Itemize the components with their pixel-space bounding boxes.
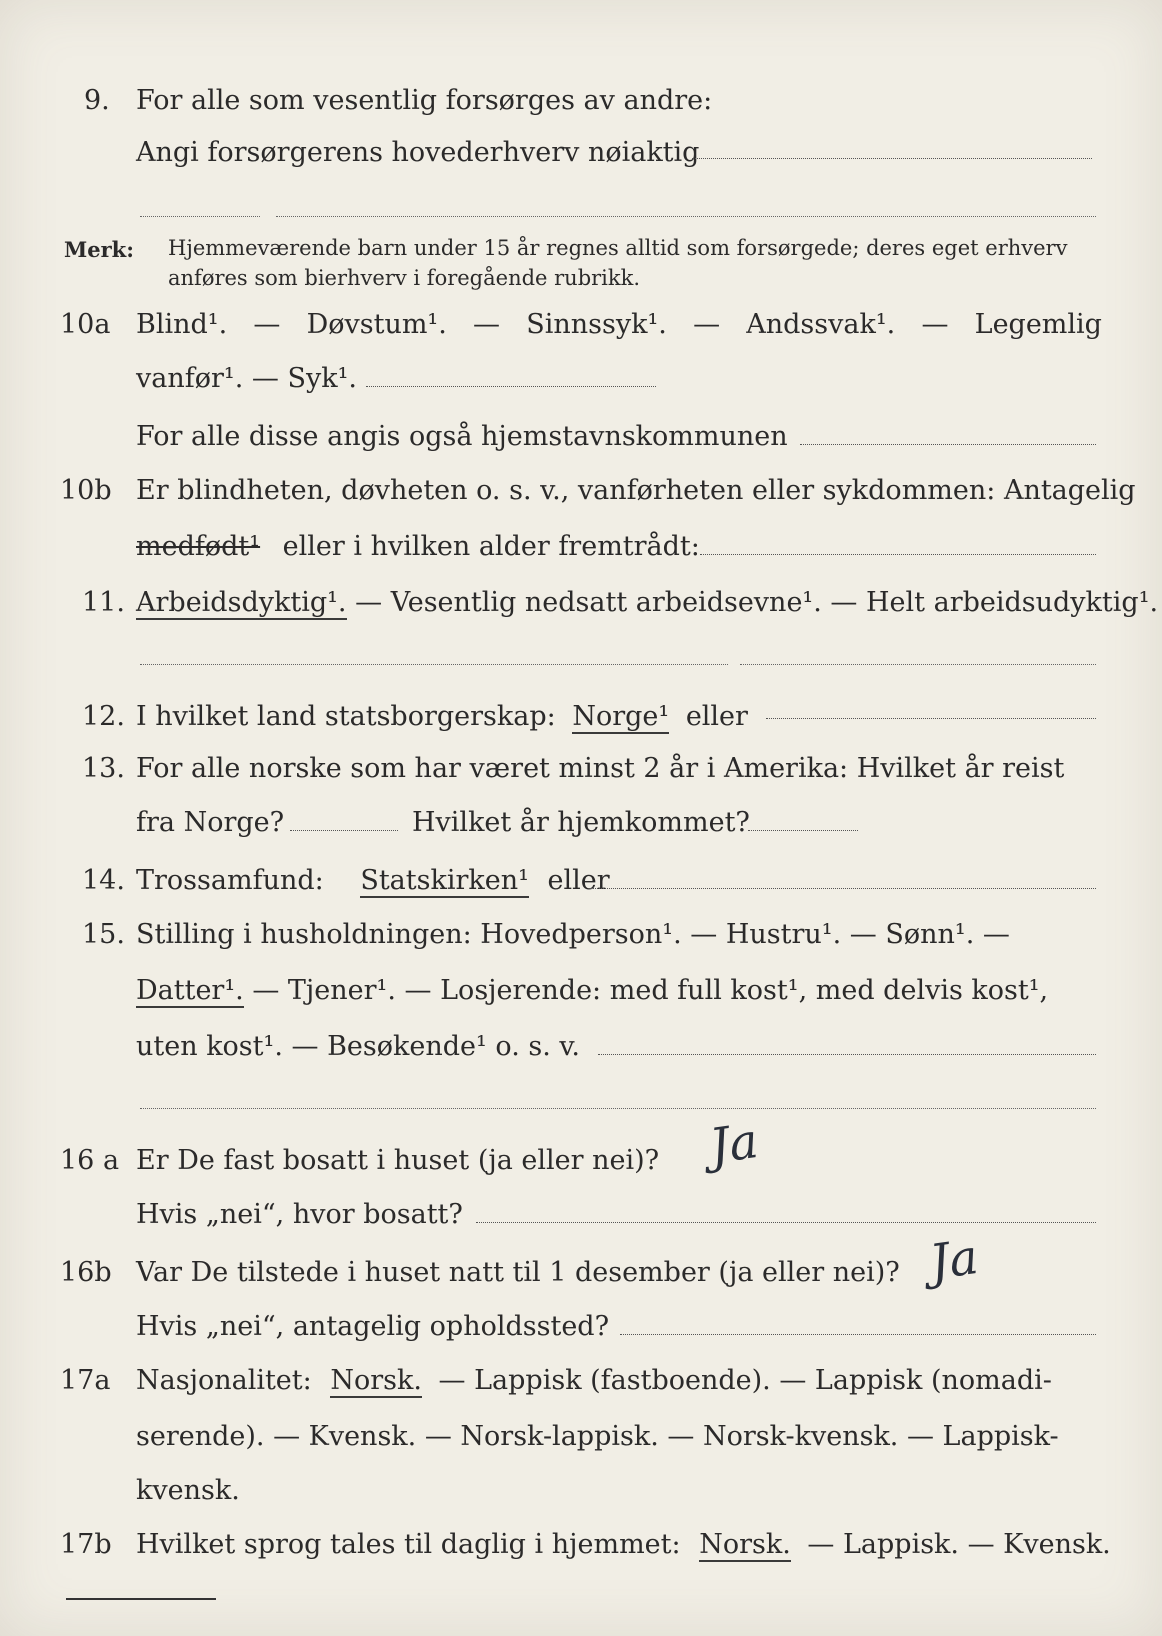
option-medfodt[interactable]: medfødt¹ <box>136 531 261 562</box>
q16a-number: 16 a <box>60 1145 120 1176</box>
q13-reist-field[interactable] <box>290 830 398 831</box>
q11-number: 11. <box>82 587 125 618</box>
dash: — <box>473 309 501 340</box>
q13-number: 13. <box>82 753 125 784</box>
merk-text-1: Hjemmeværende barn under 15 år regnes alltid som forsørgede; deres eget erhverv <box>168 236 1068 260</box>
q10b-answer-field[interactable] <box>700 554 1096 555</box>
q13-hjemkommet-field[interactable] <box>748 830 858 831</box>
option-sinnssyk[interactable]: Sinnssyk¹. <box>526 309 667 340</box>
option-statskirken[interactable]: Statskirken¹ <box>360 865 529 896</box>
dash: — <box>921 309 949 340</box>
q13-line1: For alle norske som har været minst 2 år i Amerika: Hvilket år reist <box>136 753 1065 784</box>
q10a-line3: For alle disse angis også hjemstavnskommunen <box>136 421 788 452</box>
q11-rule-b <box>740 664 1096 665</box>
q14-question: Trossamfund: <box>136 865 324 896</box>
q12-number: 12. <box>82 701 125 732</box>
dash: — <box>253 309 281 340</box>
q16b-line2: Hvis „nei“, antagelig opholdssted? <box>136 1311 610 1342</box>
q10a-line2: vanfør¹. — Syk¹. <box>136 363 357 394</box>
q16a-line1: Er De fast bosatt i huset (ja eller nei)? <box>136 1145 660 1176</box>
q15-line2-rest: — Tjener¹. — Losjerende: med full kost¹, med delvis kost¹, <box>252 975 1049 1006</box>
q15-line2 <box>136 974 1048 1008</box>
footnote-rule <box>66 1598 216 1600</box>
option-norsk-sprog[interactable]: Norsk. <box>699 1529 791 1560</box>
q10b-line2 <box>136 530 700 564</box>
q9-line1: For alle som vesentlig forsørges av andre: <box>136 85 713 116</box>
q10b-line1: Er blindheten, døvheten o. s. v., vanførheten eller sykdommen: Antagelig <box>136 475 1136 506</box>
option-blind[interactable]: Blind¹. <box>136 309 228 340</box>
q17b-rest: — Lappisk. — Kvensk. <box>807 1529 1111 1560</box>
q10a-number: 10a <box>60 309 111 340</box>
q15-line1: Stilling i husholdningen: Hovedperson¹. — Hustru¹. — Sønn¹. — <box>136 919 1010 950</box>
merk-text-2: anføres som bierhverv i foregående rubrikk. <box>168 266 641 290</box>
option-arbeidsdyktig[interactable]: Arbeidsdyktig¹. <box>136 587 347 618</box>
q11-rule-a <box>140 664 728 665</box>
option-datter[interactable]: Datter¹. <box>136 975 244 1006</box>
dash: — <box>693 309 721 340</box>
merk-line2 <box>168 264 1162 292</box>
q13-reist-label: fra Norge? <box>136 807 285 838</box>
q9-answer-field[interactable] <box>692 158 1092 159</box>
q10b-number: 10b <box>60 475 112 506</box>
q17a-number: 17a <box>60 1365 111 1396</box>
q16b-handwritten-answer: Ja <box>926 1228 982 1292</box>
q16b-line1: Var De tilstede i huset natt til 1 desember (ja eller nei)? <box>136 1257 900 1288</box>
option-norsk-nasjonalitet[interactable]: Norsk. <box>330 1365 422 1396</box>
option-andssvak[interactable]: Andssvak¹. <box>746 309 896 340</box>
q17a-line3: kvensk. <box>136 1475 240 1506</box>
q11-text <box>136 586 1158 620</box>
option-norge[interactable]: Norge¹ <box>572 701 670 732</box>
q12-question: I hvilket land statsborgerskap: <box>136 701 556 732</box>
q14-text <box>136 864 610 898</box>
q10a-answer-field[interactable] <box>366 386 656 387</box>
q9-rule-b <box>276 216 1096 217</box>
merk-line1 <box>168 234 1162 262</box>
q17b-question: Hvilket sprog tales til daglig i hjemmet: <box>136 1529 681 1560</box>
q17a-line1 <box>136 1364 1052 1398</box>
q10a-hjemstavn-field[interactable] <box>800 444 1096 445</box>
q12-answer-field[interactable] <box>766 718 1096 719</box>
q17b-number: 17b <box>60 1529 112 1560</box>
q17b-text <box>136 1528 1111 1562</box>
q17a-line1-rest: — Lappisk (fastboende). — Lappisk (nomadi- <box>438 1365 1052 1396</box>
q16b-answer-field[interactable] <box>620 1334 1096 1335</box>
q16b-number: 16b <box>60 1257 112 1288</box>
q11-rest: — Vesentlig nedsatt arbeidsevne¹. — Helt arbeidsudyktig¹. <box>355 587 1159 618</box>
q17a-label: Nasjonalitet: <box>136 1365 312 1396</box>
q15-line3: uten kost¹. — Besøkende¹ o. s. v. <box>136 1031 581 1062</box>
q17a-line2: serende). — Kvensk. — Norsk-lappisk. — Norsk-kvensk. — Lappisk- <box>136 1421 1059 1452</box>
option-legemlig[interactable]: Legemlig <box>974 309 1102 340</box>
q9-rule-a <box>140 216 260 217</box>
q14-answer-field[interactable] <box>590 888 1096 889</box>
q10b-line2-text: eller i hvilken alder fremtrådt: <box>282 531 700 562</box>
q13-hjemkommet-label: Hvilket år hjemkommet? <box>412 807 750 838</box>
q14-number: 14. <box>82 865 125 896</box>
q15-rule <box>140 1108 1096 1109</box>
q16a-answer-field[interactable] <box>476 1222 1096 1223</box>
q15-number: 15. <box>82 919 125 950</box>
q12-text <box>136 700 748 734</box>
q10a-items <box>136 308 1102 342</box>
q9-number: 9. <box>84 85 110 116</box>
q16a-line2: Hvis „nei“, hvor bosatt? <box>136 1199 463 1230</box>
merk-label: Merk: <box>64 237 134 262</box>
q16a-handwritten-answer: Ja <box>706 1112 762 1176</box>
q14-eller: eller <box>547 865 610 896</box>
q15-answer-field[interactable] <box>598 1054 1096 1055</box>
q12-eller: eller <box>685 701 748 732</box>
q9-line2: Angi forsørgerens hovederhverv nøiaktig <box>136 137 700 168</box>
option-dovstum[interactable]: Døvstum¹. <box>306 309 447 340</box>
